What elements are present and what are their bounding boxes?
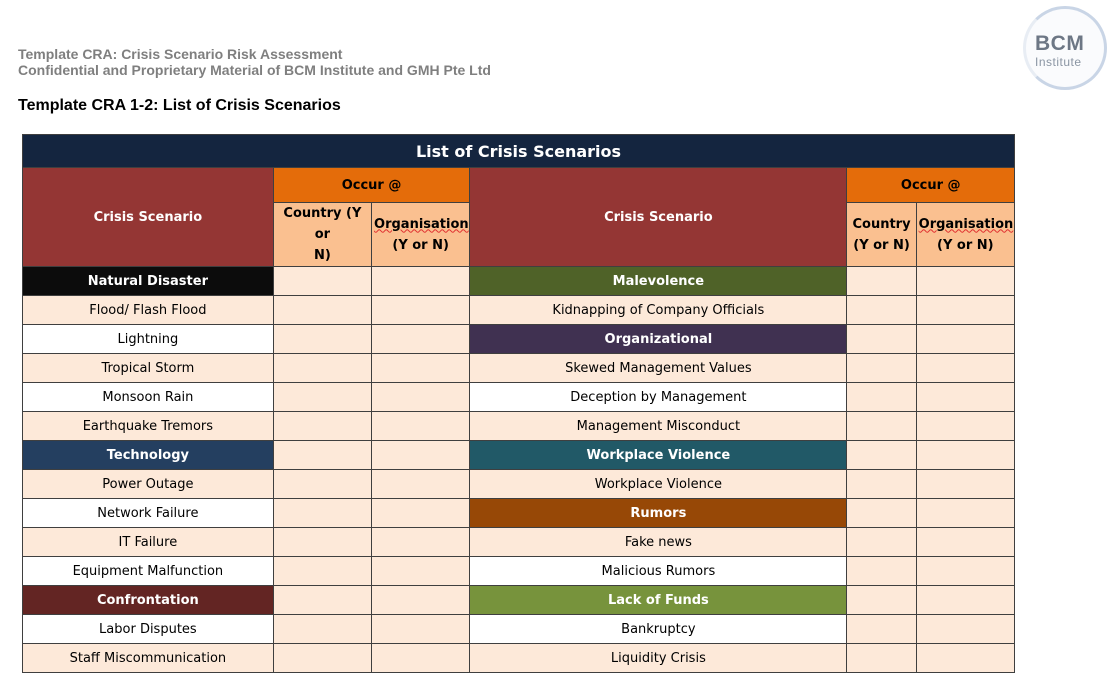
left-country-cell[interactable] <box>273 383 371 412</box>
left-organisation-header <box>372 203 470 267</box>
right-scenario-cell: Management Misconduct <box>470 412 847 441</box>
table-title-row <box>23 135 1015 168</box>
right-country-cell[interactable] <box>847 557 916 586</box>
right-organisation-cell[interactable] <box>916 615 1014 644</box>
left-organisation-cell[interactable] <box>372 412 470 441</box>
left-organisation-cell[interactable] <box>372 470 470 499</box>
left-organisation-cell[interactable] <box>372 296 470 325</box>
document-header-line1: Template CRA: Crisis Scenario Risk Assessment <box>18 46 343 62</box>
left-scenario-cell: Lightning <box>23 325 274 354</box>
right-scenario-cell: Malicious Rumors <box>470 557 847 586</box>
right-organisation-cell[interactable] <box>916 644 1014 673</box>
left-country-cell[interactable] <box>273 441 371 470</box>
left-occur-header: Occur @ <box>273 168 470 203</box>
right-country-cell[interactable] <box>847 470 916 499</box>
left-country-cell[interactable] <box>273 412 371 441</box>
table-row <box>23 557 1015 586</box>
right-organisation-cell[interactable] <box>916 267 1014 296</box>
left-scenario-cell: Staff Miscommunication <box>23 644 274 673</box>
table-row <box>23 470 1015 499</box>
left-scenario-cell: Earthquake Tremors <box>23 412 274 441</box>
right-category-cell: Workplace Violence <box>470 441 847 470</box>
left-scenario-cell: Tropical Storm <box>23 354 274 383</box>
right-organisation-cell[interactable] <box>916 296 1014 325</box>
table-row <box>23 586 1015 615</box>
right-country-header <box>847 203 916 267</box>
header-row-1 <box>23 168 1015 203</box>
table-row <box>23 325 1015 354</box>
table-title: List of Crisis Scenarios <box>23 135 1015 168</box>
left-scenario-header: Crisis Scenario <box>23 168 274 267</box>
left-scenario-cell: Labor Disputes <box>23 615 274 644</box>
left-organisation-cell[interactable] <box>372 586 470 615</box>
left-organisation-cell[interactable] <box>372 499 470 528</box>
right-organisation-cell[interactable] <box>916 499 1014 528</box>
left-country-line2: N) <box>313 248 331 263</box>
left-country-cell[interactable] <box>273 267 371 296</box>
left-country-cell[interactable] <box>273 586 371 615</box>
left-organisation-cell[interactable] <box>372 615 470 644</box>
left-scenario-cell: Equipment Malfunction <box>23 557 274 586</box>
right-organisation-cell[interactable] <box>916 557 1014 586</box>
left-country-cell[interactable] <box>273 470 371 499</box>
right-org-word: Organisation <box>918 216 1014 232</box>
table-row <box>23 412 1015 441</box>
table-row <box>23 499 1015 528</box>
right-country-cell[interactable] <box>847 441 916 470</box>
right-country-cell[interactable] <box>847 296 916 325</box>
left-organisation-cell[interactable] <box>372 354 470 383</box>
left-organisation-cell[interactable] <box>372 528 470 557</box>
table-row <box>23 644 1015 673</box>
left-organisation-cell[interactable] <box>372 267 470 296</box>
left-organisation-cell[interactable] <box>372 383 470 412</box>
right-scenario-cell: Kidnapping of Company Officials <box>470 296 847 325</box>
table-row <box>23 354 1015 383</box>
left-country-cell[interactable] <box>273 325 371 354</box>
left-country-cell[interactable] <box>273 296 371 325</box>
right-scenario-cell: Liquidity Crisis <box>470 644 847 673</box>
left-country-line1: Country (Y or <box>283 206 362 242</box>
right-country-cell[interactable] <box>847 615 916 644</box>
right-organisation-cell[interactable] <box>916 412 1014 441</box>
right-country-cell[interactable] <box>847 383 916 412</box>
table-row <box>23 296 1015 325</box>
table-row <box>23 528 1015 557</box>
right-occur-header: Occur @ <box>847 168 1015 203</box>
left-country-header <box>273 203 371 267</box>
left-organisation-cell[interactable] <box>372 325 470 354</box>
logo-subname: Institute <box>1035 55 1082 69</box>
right-country-cell[interactable] <box>847 325 916 354</box>
right-scenario-cell: Deception by Management <box>470 383 847 412</box>
right-country-cell[interactable] <box>847 412 916 441</box>
left-country-cell[interactable] <box>273 354 371 383</box>
right-organisation-cell[interactable] <box>916 383 1014 412</box>
left-organisation-cell[interactable] <box>372 441 470 470</box>
right-organisation-cell[interactable] <box>916 586 1014 615</box>
left-category-cell: Natural Disaster <box>23 267 274 296</box>
right-organisation-cell[interactable] <box>916 528 1014 557</box>
right-country-cell[interactable] <box>847 354 916 383</box>
left-country-cell[interactable] <box>273 499 371 528</box>
right-scenario-cell: Skewed Management Values <box>470 354 847 383</box>
left-category-cell: Confrontation <box>23 586 274 615</box>
right-category-cell: Organizational <box>470 325 847 354</box>
table-row <box>23 615 1015 644</box>
left-country-cell[interactable] <box>273 528 371 557</box>
left-category-cell: Technology <box>23 441 274 470</box>
table-row <box>23 383 1015 412</box>
right-category-cell: Lack of Funds <box>470 586 847 615</box>
table-row <box>23 441 1015 470</box>
right-category-cell: Rumors <box>470 499 847 528</box>
document-header-line2: Confidential and Proprietary Material of BCM Institute and GMH Pte Ltd <box>18 62 491 78</box>
right-country-line2: (Y or N) <box>853 237 910 253</box>
crisis-scenarios-table <box>22 134 1015 673</box>
left-org-suffix: (Y or N) <box>392 237 449 253</box>
right-country-cell[interactable] <box>847 528 916 557</box>
left-organisation-cell[interactable] <box>372 557 470 586</box>
left-scenario-cell: Monsoon Rain <box>23 383 274 412</box>
right-scenario-header: Crisis Scenario <box>470 168 847 267</box>
logo-name: BCM <box>1035 32 1085 55</box>
right-scenario-cell: Fake news <box>470 528 847 557</box>
right-country-cell[interactable] <box>847 499 916 528</box>
left-scenario-cell: Network Failure <box>23 499 274 528</box>
right-organisation-cell[interactable] <box>916 325 1014 354</box>
left-country-cell[interactable] <box>273 644 371 673</box>
right-org-suffix: (Y or N) <box>937 237 994 253</box>
right-organisation-cell[interactable] <box>916 354 1014 383</box>
left-org-word: Organisation <box>374 216 469 232</box>
left-country-cell[interactable] <box>273 615 371 644</box>
right-category-cell: Malevolence <box>470 267 847 296</box>
left-country-cell[interactable] <box>273 557 371 586</box>
right-organisation-cell[interactable] <box>916 470 1014 499</box>
left-scenario-cell: IT Failure <box>23 528 274 557</box>
right-organisation-cell[interactable] <box>916 441 1014 470</box>
left-scenario-cell: Flood/ Flash Flood <box>23 296 274 325</box>
right-scenario-cell: Workplace Violence <box>470 470 847 499</box>
left-organisation-cell[interactable] <box>372 644 470 673</box>
right-country-line1: Country <box>852 216 911 232</box>
page-title: Template CRA 1-2: List of Crisis Scenarios <box>18 97 341 114</box>
left-scenario-cell: Power Outage <box>23 470 274 499</box>
right-organisation-header <box>916 203 1014 267</box>
right-scenario-cell: Bankruptcy <box>470 615 847 644</box>
right-country-cell[interactable] <box>847 586 916 615</box>
bcm-institute-logo <box>1021 6 1113 94</box>
right-country-cell[interactable] <box>847 267 916 296</box>
table-row <box>23 267 1015 296</box>
right-country-cell[interactable] <box>847 644 916 673</box>
